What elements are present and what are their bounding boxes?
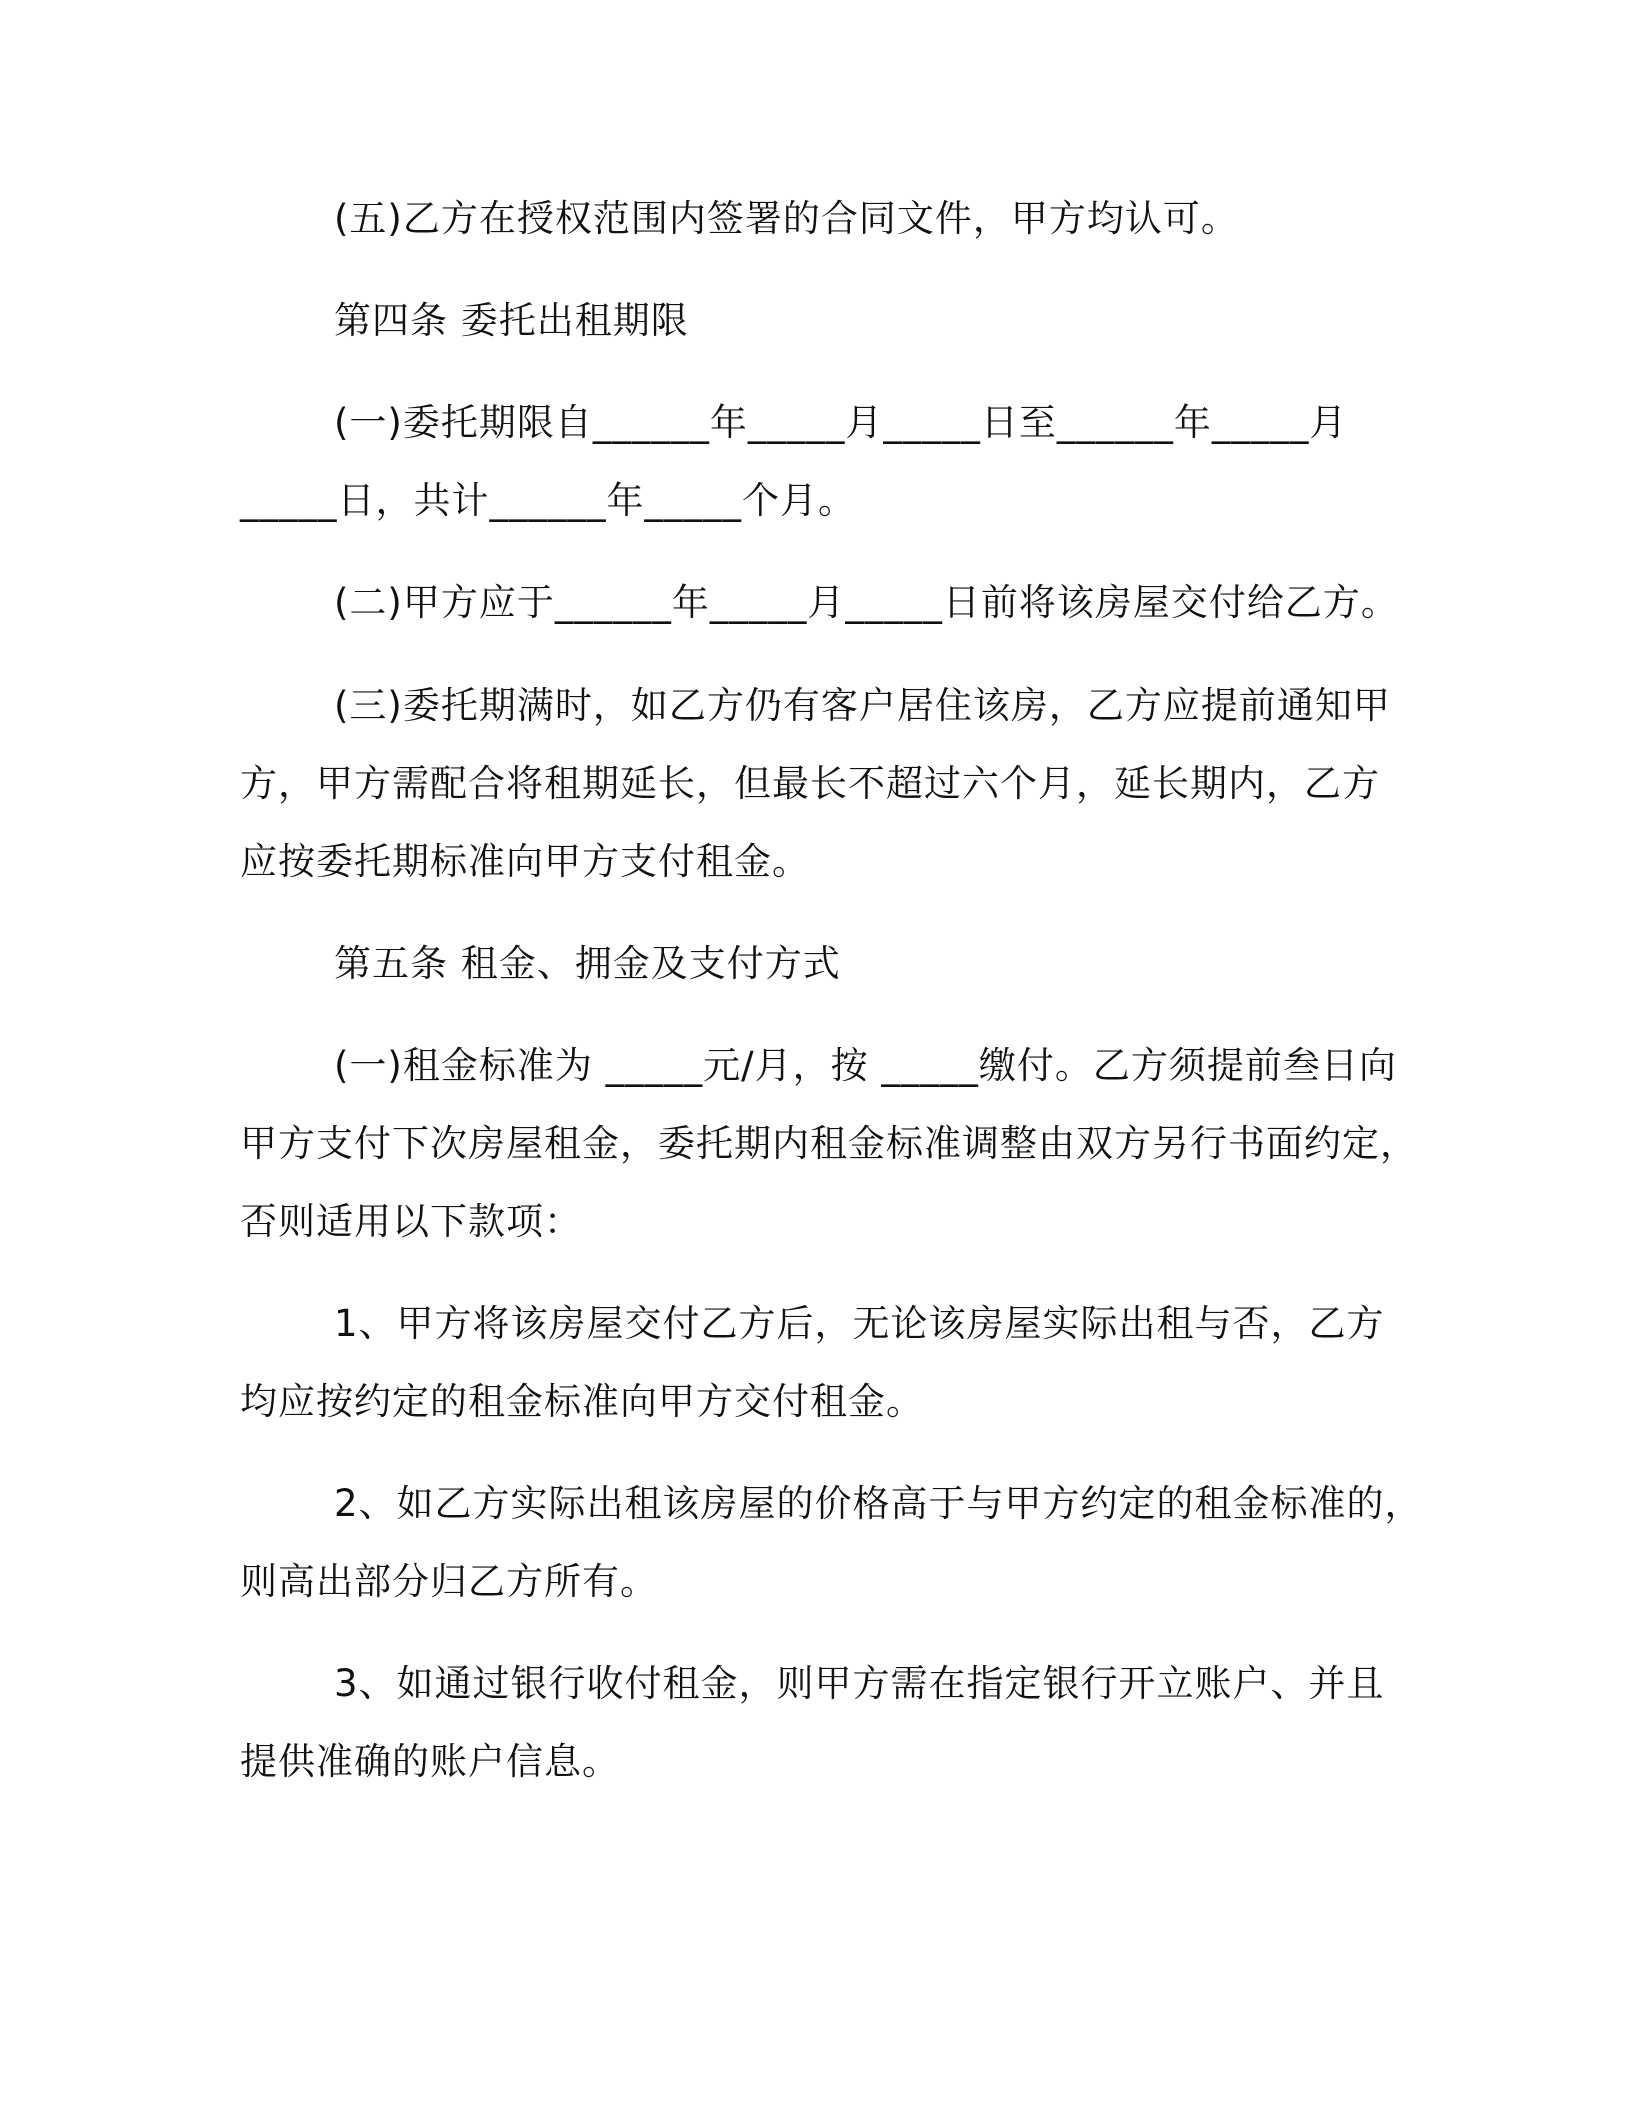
clause-4-3-line-2: 方，甲方需配合将租期延长，但最长不超过六个月，延长期内，乙方 (240, 762, 1380, 805)
clause-4-3-line-3: 应按委托期标准向甲方支付租金。 (240, 840, 810, 883)
item-1-line-1: 1、甲方将该房屋交付乙方后，无论该房屋实际出租与否，乙方 (334, 1302, 1385, 1345)
clause-4-1-line-2: _____日，共计______年_____个月。 (240, 479, 856, 522)
paragraph-5-line-1: (五)乙方在授权范围内签署的合同文件，甲方均认可。 (334, 197, 1239, 240)
clause-5-1-line-2: 甲方支付下次房屋租金，委托期内租金标准调整由双方另行书面约定， (240, 1122, 1418, 1165)
item-3-line-1: 3、如通过银行收付租金，则甲方需在指定银行开立账户、并且 (334, 1662, 1385, 1705)
clause-5-1-line-3: 否则适用以下款项： (240, 1200, 582, 1243)
item-2-line-1: 2、如乙方实际出租该房屋的价格高于与甲方约定的租金标准的， (334, 1482, 1423, 1525)
clause-4-3-line-1: (三)委托期满时，如乙方仍有客户居住该房，乙方应提前通知甲 (334, 684, 1391, 727)
article-5-heading: 第五条 租金、拥金及支付方式 (334, 942, 841, 985)
clause-5-1-line-1: (一)租金标准为 _____元/月，按 _____缴付。乙方须提前叁日向 (334, 1044, 1397, 1087)
article-4-heading: 第四条 委托出租期限 (334, 299, 689, 342)
clause-4-2-line-1: (二)甲方应于______年_____月_____日前将该房屋交付给乙方。 (334, 581, 1399, 624)
item-2-line-2: 则高出部分归乙方所有。 (240, 1560, 658, 1603)
item-1-line-2: 均应按约定的租金标准向甲方交付租金。 (240, 1380, 924, 1423)
item-3-line-2: 提供准确的账户信息。 (240, 1740, 620, 1783)
clause-4-1-line-1: (一)委托期限自______年_____月_____日至______年_____月 (334, 401, 1348, 444)
